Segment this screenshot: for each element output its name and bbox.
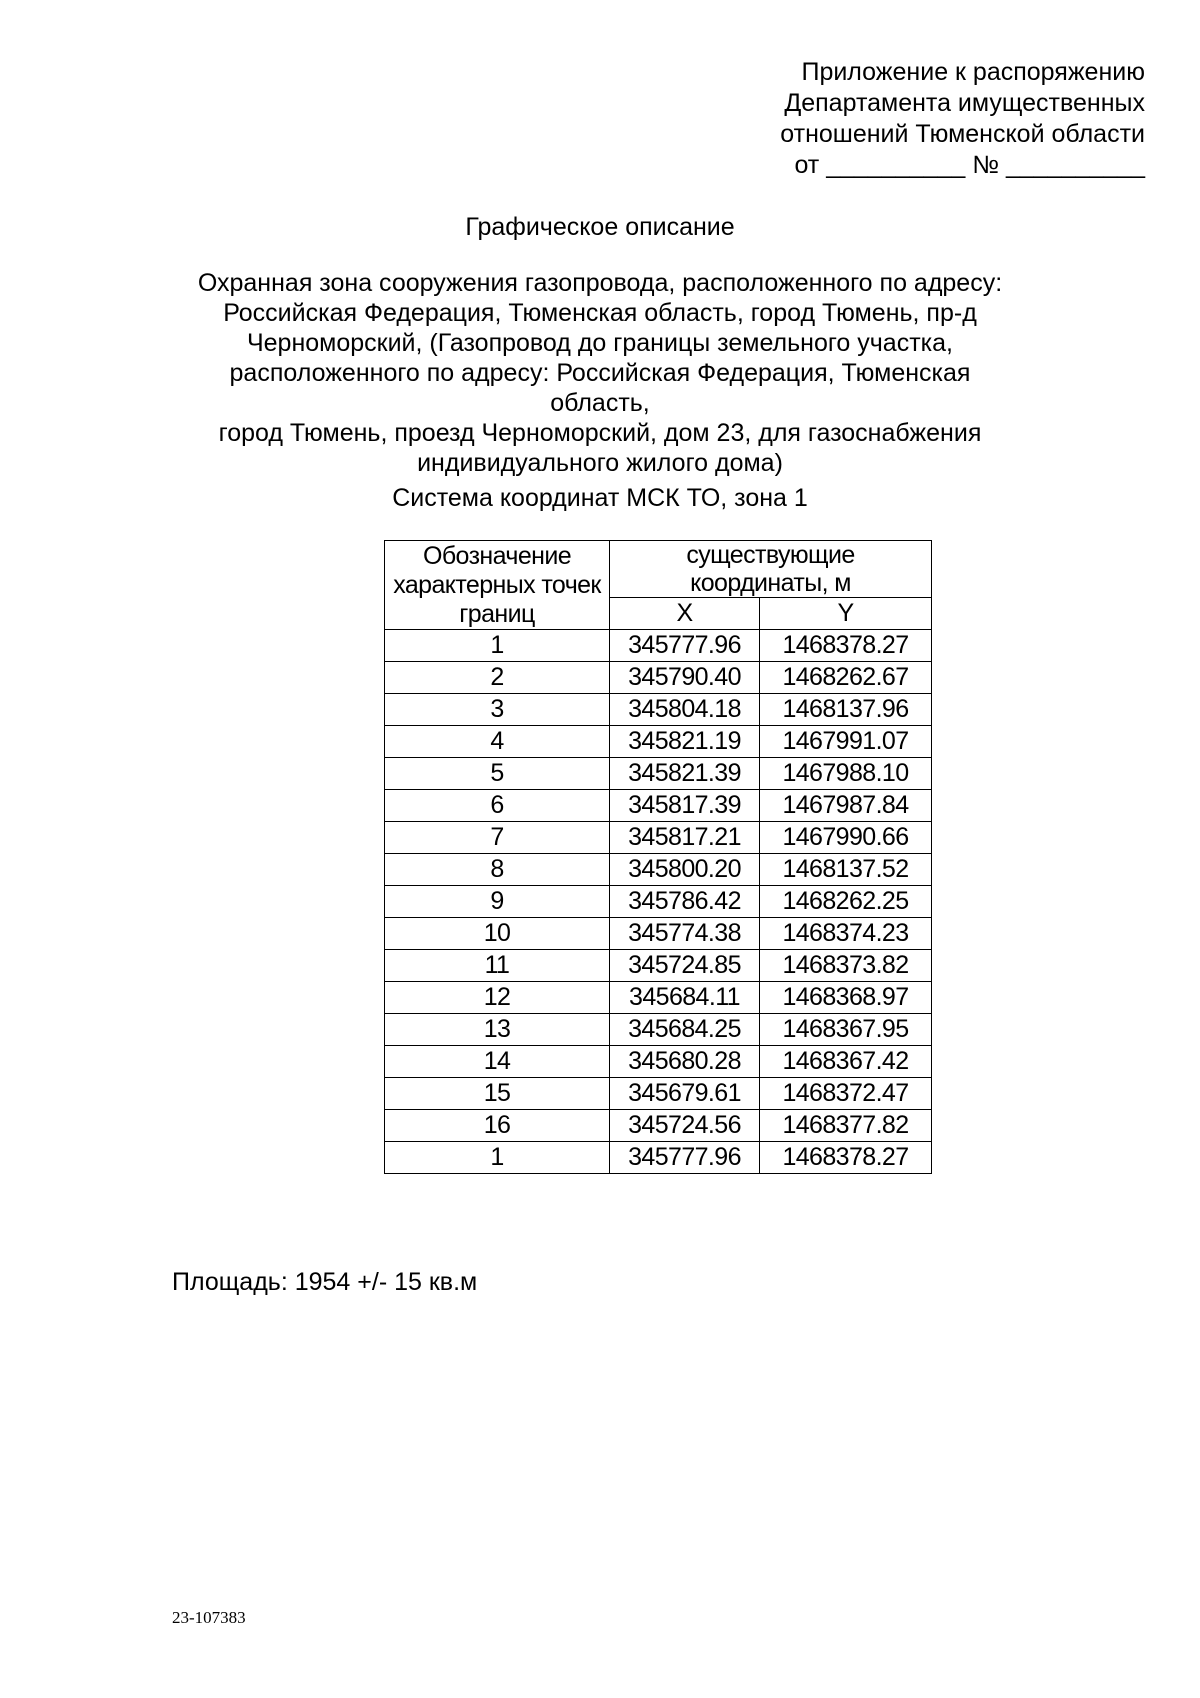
area-value: Площадь: 1954 +/- 15 кв.м (172, 1268, 478, 1296)
point-cell: 12 (385, 982, 610, 1014)
x-cell: 345724.56 (610, 1110, 760, 1142)
header-point-designation (385, 541, 610, 630)
table-row (385, 854, 932, 886)
point-cell: 15 (385, 1078, 610, 1110)
point-cell: 8 (385, 854, 610, 886)
header-x: X (610, 598, 760, 630)
header-coords-line: существующие (686, 541, 855, 569)
subject-line-6: индивидуального жилого дома) (417, 449, 783, 477)
x-cell: 345800.20 (610, 854, 760, 886)
table-row (385, 918, 932, 950)
point-cell: 1 (385, 630, 610, 662)
point-cell: 1 (385, 1142, 610, 1174)
table-row (385, 1110, 932, 1142)
point-cell: 4 (385, 726, 610, 758)
table-row (385, 630, 932, 662)
table-row (385, 886, 932, 918)
x-cell: 345821.39 (610, 758, 760, 790)
point-cell: 2 (385, 662, 610, 694)
y-cell: 1468373.82 (760, 950, 932, 982)
table-row (385, 694, 932, 726)
subject-line-3: Черноморский, (Газопровод до границы земельного участка, (246, 329, 953, 357)
y-cell: 1467991.07 (760, 726, 932, 758)
point-cell: 16 (385, 1110, 610, 1142)
point-cell: 10 (385, 918, 610, 950)
x-cell: 345680.28 (610, 1046, 760, 1078)
header-existing-coordinates (610, 541, 932, 598)
y-cell: 1467990.66 (760, 822, 932, 854)
x-cell: 345774.38 (610, 918, 760, 950)
point-cell: 11 (385, 950, 610, 982)
appendix-header (625, 57, 1145, 181)
x-cell: 345724.85 (610, 950, 760, 982)
y-cell: 1468368.97 (760, 982, 932, 1014)
x-cell: 345684.25 (610, 1014, 760, 1046)
x-cell: 345679.61 (610, 1078, 760, 1110)
y-cell: 1467987.84 (760, 790, 932, 822)
y-cell: 1467988.10 (760, 758, 932, 790)
table-row (385, 790, 932, 822)
table-row (385, 1014, 932, 1046)
y-cell: 1468374.23 (760, 918, 932, 950)
appendix-line-2: Департамента имущественных (784, 89, 1145, 117)
y-cell: 1468262.67 (760, 662, 932, 694)
y-cell: 1468377.82 (760, 1110, 932, 1142)
x-cell: 345804.18 (610, 694, 760, 726)
header-point-line: границ (459, 599, 535, 628)
table-row (385, 950, 932, 982)
coordinate-system-label: Система координат МСК ТО, зона 1 (392, 484, 808, 512)
appendix-line-1: Приложение к распоряжению (801, 58, 1145, 86)
coordinates-table-body (385, 630, 932, 1174)
document-number: 23-107383 (172, 1608, 246, 1627)
appendix-date-number-line: от __________ № __________ (794, 151, 1145, 179)
subject-line-2: Российская Федерация, Тюменская область, город Тюмень, пр-д (223, 299, 977, 327)
x-cell: 345817.39 (610, 790, 760, 822)
point-cell: 6 (385, 790, 610, 822)
x-cell: 345684.11 (610, 982, 760, 1014)
table-row (385, 758, 932, 790)
point-cell: 13 (385, 1014, 610, 1046)
x-cell: 345777.96 (610, 1142, 760, 1174)
point-cell: 9 (385, 886, 610, 918)
subject-line-4: расположенного по адресу: Российская Федерация, Тюменская область, (229, 359, 971, 417)
y-cell: 1468137.96 (760, 694, 932, 726)
x-cell: 345777.96 (610, 630, 760, 662)
header-point-line: Обозначение (422, 541, 571, 570)
y-cell: 1468378.27 (760, 630, 932, 662)
point-cell: 7 (385, 822, 610, 854)
point-cell: 14 (385, 1046, 610, 1078)
table-row (385, 662, 932, 694)
y-cell: 1468367.42 (760, 1046, 932, 1078)
table-row (385, 726, 932, 758)
header-y: Y (760, 598, 932, 630)
point-cell: 3 (385, 694, 610, 726)
appendix-line-3: отношений Тюменской области (780, 120, 1145, 148)
header-coords-line: координаты, м (690, 569, 851, 597)
y-cell: 1468372.47 (760, 1078, 932, 1110)
document-title: Графическое описание (465, 213, 735, 241)
subject-line-1: Охранная зона сооружения газопровода, расположенного по адресу: (197, 269, 1003, 297)
coordinates-table (384, 540, 932, 1174)
x-cell: 345821.19 (610, 726, 760, 758)
subject-description (180, 268, 1020, 478)
table-row (385, 1142, 932, 1174)
table-row (385, 822, 932, 854)
point-cell: 5 (385, 758, 610, 790)
header-point-line: характерных точек (393, 570, 601, 599)
subject-line-5: город Тюмень, проезд Черноморский, дом 23, для газоснабжения (218, 419, 982, 447)
y-cell: 1468137.52 (760, 854, 932, 886)
x-cell: 345817.21 (610, 822, 760, 854)
y-cell: 1468378.27 (760, 1142, 932, 1174)
y-cell: 1468262.25 (760, 886, 932, 918)
table-row (385, 1046, 932, 1078)
table-row (385, 1078, 932, 1110)
x-cell: 345786.42 (610, 886, 760, 918)
x-cell: 345790.40 (610, 662, 760, 694)
table-row (385, 982, 932, 1014)
y-cell: 1468367.95 (760, 1014, 932, 1046)
